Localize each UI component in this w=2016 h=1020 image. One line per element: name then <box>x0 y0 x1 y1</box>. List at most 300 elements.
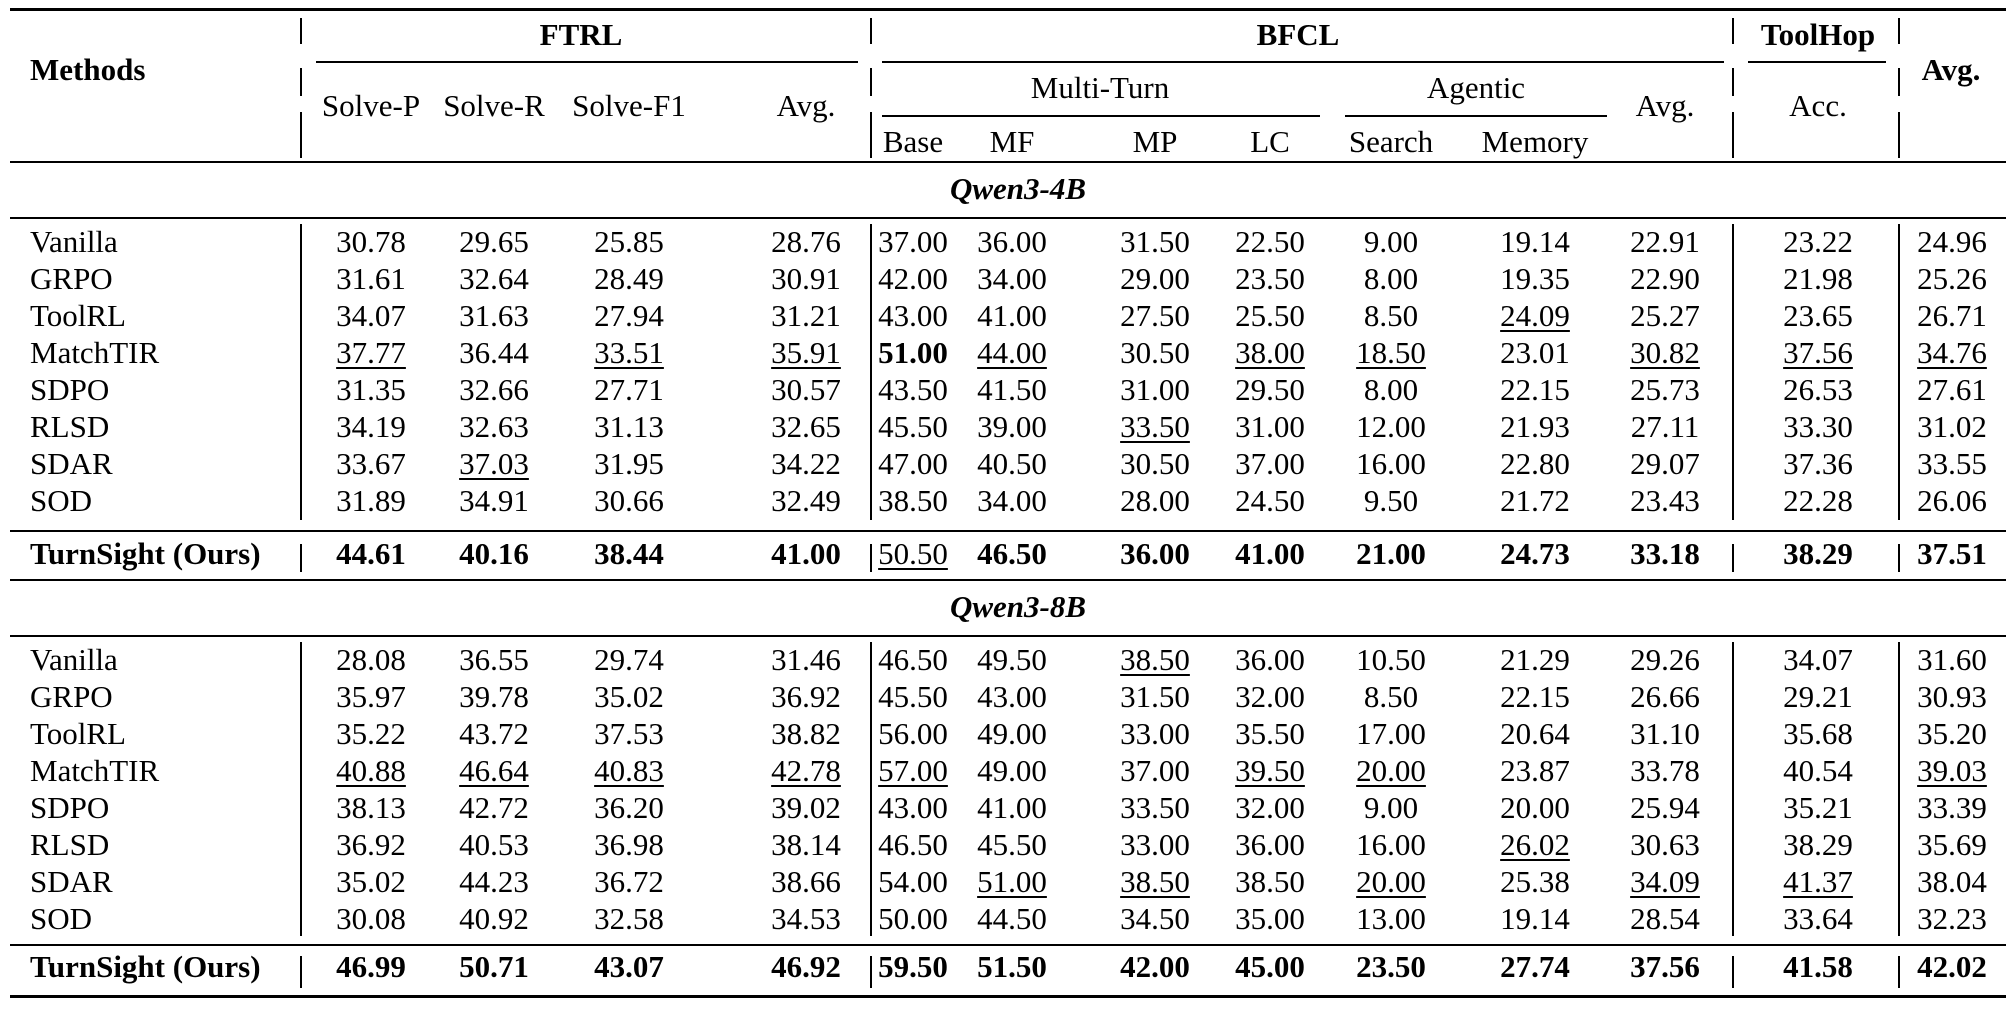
method-label: RLSD <box>30 827 110 862</box>
table-cell: 20.00 <box>1500 790 1570 825</box>
table-cell: 34.07 <box>336 298 406 333</box>
column-separator <box>300 956 302 988</box>
table-cell: 31.13 <box>594 409 664 444</box>
column-header: MP <box>1132 124 1178 159</box>
table-cell: 34.00 <box>977 261 1047 296</box>
table-cell: 27.94 <box>594 298 664 333</box>
table-cell: 33.50 <box>1120 790 1190 825</box>
table-cell: 57.00 <box>878 753 948 788</box>
column-separator <box>1732 642 1734 936</box>
table-cell: 28.76 <box>771 224 841 259</box>
header-methods: Methods <box>30 52 146 87</box>
table-cell: 39.50 <box>1235 753 1305 788</box>
table-cell: 36.00 <box>1235 827 1305 862</box>
method-label: ToolRL <box>30 298 126 333</box>
table-cell: 33.64 <box>1783 901 1853 936</box>
column-separator <box>300 544 302 572</box>
section2-header-rule <box>10 579 2006 581</box>
column-header: LC <box>1250 124 1290 159</box>
column-header: Memory <box>1481 124 1589 159</box>
table-cell: 36.20 <box>594 790 664 825</box>
table-cell: 25.26 <box>1917 261 1987 296</box>
table-cell: 31.46 <box>771 642 841 677</box>
table-cell: 22.28 <box>1783 483 1853 518</box>
top-rule <box>10 8 2006 11</box>
column-separator <box>300 18 302 44</box>
table-cell: 8.00 <box>1363 372 1419 407</box>
table-cell: 51.00 <box>977 864 1047 899</box>
section1-title-rule <box>10 217 2006 219</box>
table-cell: 45.00 <box>1235 949 1305 984</box>
column-header: Solve-F1 <box>572 88 686 123</box>
column-separator <box>1732 544 1734 572</box>
agentic-cmidrule <box>1345 115 1607 117</box>
table-cell: 34.19 <box>336 409 406 444</box>
column-separator <box>1732 68 1734 96</box>
table-cell: 38.14 <box>771 827 841 862</box>
table-cell: 40.88 <box>336 753 406 788</box>
column-separator <box>870 112 872 158</box>
table-cell: 36.00 <box>1235 642 1305 677</box>
table-cell: 33.00 <box>1120 716 1190 751</box>
table-cell: 46.50 <box>977 536 1047 571</box>
table-cell: 37.56 <box>1783 335 1853 370</box>
table-cell: 31.95 <box>594 446 664 481</box>
table-cell: 35.97 <box>336 679 406 714</box>
column-header: Solve-R <box>443 88 545 123</box>
column-separator <box>1898 68 1900 96</box>
method-label: SOD <box>30 901 93 936</box>
table-cell: 54.00 <box>878 864 948 899</box>
table-cell: 27.11 <box>1630 409 1700 444</box>
table-cell: 27.50 <box>1120 298 1190 333</box>
table-cell: 30.50 <box>1120 446 1190 481</box>
table-cell: 22.90 <box>1630 261 1700 296</box>
header-avg: Avg. <box>1921 52 1981 87</box>
table-cell: 33.51 <box>594 335 664 370</box>
table-cell: 38.29 <box>1783 827 1853 862</box>
table-cell: 34.50 <box>1120 901 1190 936</box>
column-separator <box>870 68 872 96</box>
table-cell: 18.50 <box>1356 335 1426 370</box>
table-cell: 9.00 <box>1363 224 1419 259</box>
table-cell: 33.55 <box>1917 446 1987 481</box>
table-cell: 21.72 <box>1500 483 1570 518</box>
table-cell: 25.85 <box>594 224 664 259</box>
table-cell: 28.49 <box>594 261 664 296</box>
table-cell: 23.87 <box>1500 753 1570 788</box>
table-cell: 36.55 <box>459 642 529 677</box>
table-cell: 38.50 <box>1235 864 1305 899</box>
table-cell: 41.37 <box>1783 864 1853 899</box>
column-header: MF <box>989 124 1035 159</box>
table-cell: 35.02 <box>336 864 406 899</box>
table-cell: 23.43 <box>1630 483 1700 518</box>
table-cell: 36.00 <box>977 224 1047 259</box>
table-cell: 22.15 <box>1500 679 1570 714</box>
table-cell: 31.35 <box>336 372 406 407</box>
table-cell: 17.00 <box>1356 716 1426 751</box>
column-separator <box>300 68 302 96</box>
table-cell: 30.08 <box>336 901 406 936</box>
section1-ours-rule <box>10 530 2006 532</box>
table-cell: 35.02 <box>594 679 664 714</box>
table-cell: 8.00 <box>1363 261 1419 296</box>
table-cell: 26.06 <box>1917 483 1987 518</box>
table-cell: 38.29 <box>1783 536 1853 571</box>
column-separator <box>1898 18 1900 44</box>
table-cell: 21.98 <box>1783 261 1853 296</box>
results-table <box>10 0 2006 1020</box>
method-label: Vanilla <box>30 224 118 259</box>
table-cell: 45.50 <box>878 679 948 714</box>
method-label: SOD <box>30 483 93 518</box>
table-cell: 9.50 <box>1363 483 1419 518</box>
table-cell: 38.50 <box>878 483 948 518</box>
table-cell: 24.96 <box>1917 224 1987 259</box>
table-cell: 42.72 <box>459 790 529 825</box>
table-cell: 41.00 <box>1235 536 1305 571</box>
table-cell: 24.73 <box>1500 536 1570 571</box>
table-cell: 44.00 <box>977 335 1047 370</box>
table-cell: 30.63 <box>1630 827 1700 862</box>
table-cell: 40.54 <box>1783 753 1853 788</box>
method-label: Vanilla <box>30 642 118 677</box>
table-cell: 29.74 <box>594 642 664 677</box>
table-cell: 37.00 <box>878 224 948 259</box>
table-cell: 37.56 <box>1630 949 1700 984</box>
bfcl-cmidrule <box>882 61 1724 63</box>
column-separator <box>1732 112 1734 158</box>
table-cell: 33.67 <box>336 446 406 481</box>
table-cell: 27.71 <box>594 372 664 407</box>
multiturn-cmidrule <box>882 115 1320 117</box>
column-header: Search <box>1348 124 1434 159</box>
column-separator <box>1898 956 1900 988</box>
table-cell: 50.71 <box>459 949 529 984</box>
table-cell: 49.50 <box>977 642 1047 677</box>
column-header: Base <box>882 124 944 159</box>
method-label: GRPO <box>30 261 113 296</box>
table-cell: 33.00 <box>1120 827 1190 862</box>
method-label: MatchTIR <box>30 335 160 370</box>
table-cell: 49.00 <box>977 716 1047 751</box>
ours-method-label: TurnSight (Ours) <box>30 949 261 984</box>
table-cell: 33.18 <box>1630 536 1700 571</box>
column-separator <box>1898 642 1900 936</box>
table-cell: 21.93 <box>1500 409 1570 444</box>
table-cell: 12.00 <box>1356 409 1426 444</box>
table-cell: 31.60 <box>1917 642 1987 677</box>
table-cell: 20.64 <box>1500 716 1570 751</box>
column-separator <box>300 112 302 158</box>
table-cell: 38.04 <box>1917 864 1987 899</box>
table-cell: 40.83 <box>594 753 664 788</box>
table-cell: 31.50 <box>1120 224 1190 259</box>
method-label: SDPO <box>30 790 110 825</box>
table-cell: 50.00 <box>878 901 948 936</box>
table-cell: 16.00 <box>1356 827 1426 862</box>
table-cell: 39.00 <box>977 409 1047 444</box>
table-cell: 33.78 <box>1630 753 1700 788</box>
table-cell: 36.00 <box>1120 536 1190 571</box>
table-cell: 38.13 <box>336 790 406 825</box>
ftrl-cmidrule <box>316 61 858 63</box>
table-cell: 16.00 <box>1356 446 1426 481</box>
table-cell: 37.53 <box>594 716 664 751</box>
table-cell: 39.03 <box>1917 753 1987 788</box>
column-separator <box>1898 224 1900 520</box>
column-separator <box>1898 544 1900 572</box>
table-cell: 43.72 <box>459 716 529 751</box>
table-cell: 46.64 <box>459 753 529 788</box>
table-cell: 39.02 <box>771 790 841 825</box>
table-cell: 30.78 <box>336 224 406 259</box>
table-cell: 42.02 <box>1917 949 1987 984</box>
table-cell: 38.82 <box>771 716 841 751</box>
table-cell: 34.76 <box>1917 335 1987 370</box>
table-cell: 33.39 <box>1917 790 1987 825</box>
table-cell: 27.74 <box>1500 949 1570 984</box>
table-cell: 59.50 <box>878 949 948 984</box>
table-cell: 36.72 <box>594 864 664 899</box>
table-cell: 29.00 <box>1120 261 1190 296</box>
table-cell: 44.50 <box>977 901 1047 936</box>
table-cell: 30.50 <box>1120 335 1190 370</box>
table-cell: 29.21 <box>1783 679 1853 714</box>
table-cell: 41.00 <box>977 298 1047 333</box>
table-cell: 31.50 <box>1120 679 1190 714</box>
table-cell: 21.00 <box>1356 536 1426 571</box>
table-cell: 34.91 <box>459 483 529 518</box>
table-cell: 38.00 <box>1235 335 1305 370</box>
section-title: Qwen3-8B <box>949 589 1087 624</box>
table-cell: 36.98 <box>594 827 664 862</box>
column-separator <box>870 544 872 572</box>
table-cell: 42.78 <box>771 753 841 788</box>
section2-title-rule <box>10 635 2006 637</box>
table-cell: 46.50 <box>878 642 948 677</box>
header-bfcl: BFCL <box>1256 17 1340 52</box>
bottom-rule <box>10 995 2006 998</box>
table-cell: 38.44 <box>594 536 664 571</box>
table-cell: 37.00 <box>1120 753 1190 788</box>
table-cell: 37.36 <box>1783 446 1853 481</box>
table-cell: 38.50 <box>1120 864 1190 899</box>
method-label: RLSD <box>30 409 110 444</box>
section2-ours-rule <box>10 944 2006 946</box>
column-header: Avg. <box>776 88 836 123</box>
table-cell: 13.00 <box>1356 901 1426 936</box>
column-separator <box>1732 224 1734 520</box>
table-cell: 44.23 <box>459 864 529 899</box>
table-cell: 30.93 <box>1917 679 1987 714</box>
table-cell: 31.10 <box>1630 716 1700 751</box>
table-cell: 25.27 <box>1630 298 1700 333</box>
table-cell: 31.61 <box>336 261 406 296</box>
table-cell: 20.00 <box>1356 753 1426 788</box>
table-cell: 39.78 <box>459 679 529 714</box>
method-label: SDAR <box>30 446 113 481</box>
table-cell: 23.50 <box>1356 949 1426 984</box>
table-cell: 36.92 <box>336 827 406 862</box>
toolhop-cmidrule <box>1748 61 1886 63</box>
table-cell: 32.63 <box>459 409 529 444</box>
table-cell: 25.94 <box>1630 790 1700 825</box>
table-cell: 23.65 <box>1783 298 1853 333</box>
table-cell: 45.50 <box>977 827 1047 862</box>
table-cell: 25.73 <box>1630 372 1700 407</box>
table-cell: 34.53 <box>771 901 841 936</box>
table-cell: 31.63 <box>459 298 529 333</box>
table-cell: 28.00 <box>1120 483 1190 518</box>
table-cell: 27.61 <box>1917 372 1987 407</box>
column-separator <box>1898 112 1900 158</box>
table-cell: 43.00 <box>878 298 948 333</box>
table-cell: 29.50 <box>1235 372 1305 407</box>
table-cell: 30.82 <box>1630 335 1700 370</box>
table-cell: 34.22 <box>771 446 841 481</box>
table-cell: 37.77 <box>336 335 406 370</box>
table-cell: 25.50 <box>1235 298 1305 333</box>
table-cell: 35.00 <box>1235 901 1305 936</box>
table-cell: 23.22 <box>1783 224 1853 259</box>
table-cell: 30.66 <box>594 483 664 518</box>
table-cell: 10.50 <box>1356 642 1426 677</box>
table-cell: 40.53 <box>459 827 529 862</box>
table-cell: 32.64 <box>459 261 529 296</box>
table-cell: 31.02 <box>1917 409 1987 444</box>
section-title: Qwen3-4B <box>949 171 1087 206</box>
column-separator <box>1732 18 1734 44</box>
table-cell: 30.91 <box>771 261 841 296</box>
table-cell: 40.50 <box>977 446 1047 481</box>
table-cell: 46.92 <box>771 949 841 984</box>
table-cell: 49.00 <box>977 753 1047 788</box>
table-cell: 35.20 <box>1917 716 1987 751</box>
table-cell: 56.00 <box>878 716 948 751</box>
column-separator <box>300 224 302 520</box>
column-header: Acc. <box>1789 88 1847 123</box>
table-cell: 20.00 <box>1356 864 1426 899</box>
header-ftrl: FTRL <box>539 17 623 52</box>
table-cell: 41.50 <box>977 372 1047 407</box>
method-label: SDPO <box>30 372 110 407</box>
table-cell: 38.50 <box>1120 642 1190 677</box>
table-cell: 42.00 <box>1120 949 1190 984</box>
table-cell: 21.29 <box>1500 642 1570 677</box>
table-cell: 19.14 <box>1500 224 1570 259</box>
table-cell: 29.07 <box>1630 446 1700 481</box>
table-cell: 40.92 <box>459 901 529 936</box>
table-cell: 43.00 <box>977 679 1047 714</box>
table-cell: 36.92 <box>771 679 841 714</box>
table-cell: 32.23 <box>1917 901 1987 936</box>
table-cell: 43.00 <box>878 790 948 825</box>
table-cell: 8.50 <box>1363 679 1419 714</box>
table-cell: 31.21 <box>771 298 841 333</box>
table-cell: 8.50 <box>1363 298 1419 333</box>
table-cell: 41.58 <box>1783 949 1853 984</box>
table-cell: 37.03 <box>459 446 529 481</box>
table-cell: 19.35 <box>1500 261 1570 296</box>
method-label: MatchTIR <box>30 753 160 788</box>
column-header: Solve-P <box>321 88 421 123</box>
table-cell: 35.91 <box>771 335 841 370</box>
header-multi-turn: Multi-Turn <box>1030 70 1170 105</box>
table-cell: 43.07 <box>594 949 664 984</box>
column-separator <box>870 224 872 520</box>
table-cell: 38.66 <box>771 864 841 899</box>
table-cell: 28.54 <box>1630 901 1700 936</box>
table-cell: 24.09 <box>1500 298 1570 333</box>
table-cell: 44.61 <box>336 536 406 571</box>
table-cell: 35.69 <box>1917 827 1987 862</box>
table-cell: 22.15 <box>1500 372 1570 407</box>
table-cell: 29.65 <box>459 224 529 259</box>
table-cell: 32.65 <box>771 409 841 444</box>
table-cell: 46.99 <box>336 949 406 984</box>
table-cell: 30.57 <box>771 372 841 407</box>
method-label: GRPO <box>30 679 113 714</box>
method-label: ToolRL <box>30 716 126 751</box>
table-cell: 31.00 <box>1120 372 1190 407</box>
table-cell: 31.00 <box>1235 409 1305 444</box>
table-cell: 32.00 <box>1235 790 1305 825</box>
table-cell: 19.14 <box>1500 901 1570 936</box>
table-cell: 37.00 <box>1235 446 1305 481</box>
table-cell: 9.00 <box>1363 790 1419 825</box>
table-cell: 22.80 <box>1500 446 1570 481</box>
header-agentic: Agentic <box>1426 70 1526 105</box>
table-cell: 32.58 <box>594 901 664 936</box>
table-cell: 32.66 <box>459 372 529 407</box>
table-cell: 23.01 <box>1500 335 1570 370</box>
table-cell: 35.50 <box>1235 716 1305 751</box>
table-cell: 34.09 <box>1630 864 1700 899</box>
table-cell: 32.49 <box>771 483 841 518</box>
table-cell: 33.50 <box>1120 409 1190 444</box>
table-cell: 37.51 <box>1917 536 1987 571</box>
table-cell: 35.21 <box>1783 790 1853 825</box>
table-cell: 26.53 <box>1783 372 1853 407</box>
table-cell: 26.66 <box>1630 679 1700 714</box>
column-separator <box>870 956 872 988</box>
table-cell: 22.91 <box>1630 224 1700 259</box>
column-header: Avg. <box>1635 88 1695 123</box>
table-cell: 35.22 <box>336 716 406 751</box>
table-cell: 45.50 <box>878 409 948 444</box>
table-cell: 32.00 <box>1235 679 1305 714</box>
table-cell: 26.02 <box>1500 827 1570 862</box>
header-bottom-rule <box>10 161 2006 163</box>
header-toolhop: ToolHop <box>1760 17 1876 52</box>
table-cell: 50.50 <box>878 536 948 571</box>
table-cell: 42.00 <box>878 261 948 296</box>
table-cell: 51.50 <box>977 949 1047 984</box>
table-cell: 26.71 <box>1917 298 1987 333</box>
column-separator <box>870 18 872 44</box>
table-cell: 24.50 <box>1235 483 1305 518</box>
table-cell: 34.07 <box>1783 642 1853 677</box>
table-cell: 34.00 <box>977 483 1047 518</box>
table-cell: 51.00 <box>878 335 948 370</box>
table-cell: 46.50 <box>878 827 948 862</box>
table-cell: 41.00 <box>771 536 841 571</box>
table-cell: 40.16 <box>459 536 529 571</box>
table-cell: 31.89 <box>336 483 406 518</box>
column-separator <box>870 642 872 936</box>
